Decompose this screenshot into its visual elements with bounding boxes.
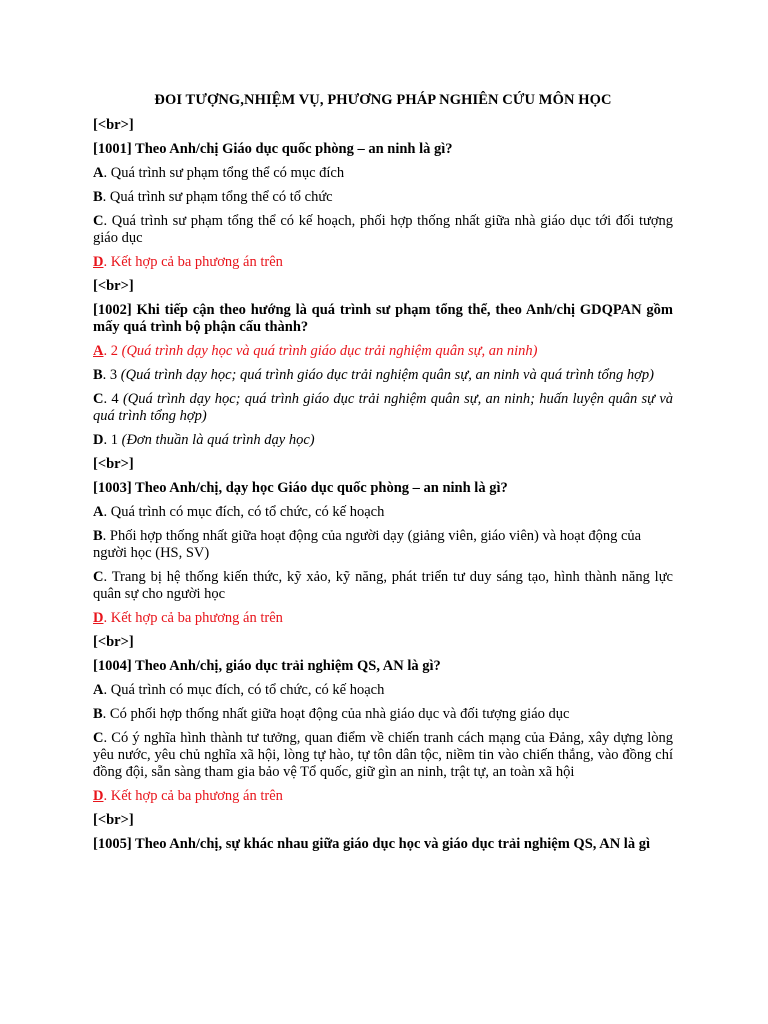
br-marker: [<br>] (93, 117, 134, 133)
question-1003: [1003] Theo Anh/chị, dạy học Giáo dục quốc phòng – an ninh là gì? (93, 480, 508, 496)
option-1002-c: C. 4 (Quá trình dạy học; quá trình giáo dục trải nghiệm quân sự, an ninh; huấn luyện quân sự và quá trình tổng hợp) (93, 391, 674, 424)
question-1005: [1005] Theo Anh/chị, sự khác nhau giữa giáo dục học và giáo dục trải nghiệm QS, AN là gì (93, 836, 650, 852)
option-1003-b: B. Phối hợp thống nhất giữa hoạt động của người dạy (giảng viên, giáo viên) và hoạt động của người học (HS, SV) (93, 528, 642, 561)
question-1004: [1004] Theo Anh/chị, giáo dục trải nghiệm QS, AN là gì? (93, 658, 441, 674)
option-1001-d-correct: D. Kết hợp cả ba phương án trên (93, 254, 283, 270)
br-marker: [<br>] (93, 812, 134, 828)
option-1001-a: A. Quá trình sư phạm tổng thể có mục đích (93, 165, 345, 181)
option-1001-c: C. Quá trình sư phạm tổng thể có kế hoạch, phối hợp thống nhất giữa nhà giáo dục tới đối tượng giáo dục (93, 213, 673, 246)
option-1004-b: B. Có phối hợp thống nhất giữa hoạt động của nhà giáo dục và đối tượng giáo dục (93, 706, 570, 722)
option-1003-c: C. Trang bị hệ thống kiến thức, kỹ xảo, kỹ năng, phát triển tư duy sáng tạo, hình thành năng lực quân sự cho người học (93, 569, 673, 602)
br-marker: [<br>] (93, 456, 134, 472)
option-1003-a: A. Quá trình có mục đích, có tổ chức, có kế hoạch (93, 504, 385, 520)
option-1002-d: D. 1 (Đơn thuần là quá trình dạy học) (93, 432, 315, 448)
br-marker: [<br>] (93, 634, 134, 650)
option-1004-a: A. Quá trình có mục đích, có tổ chức, có kế hoạch (93, 682, 385, 698)
option-1003-d-correct: D. Kết hợp cả ba phương án trên (93, 610, 283, 626)
option-1001-b: B. Quá trình sư phạm tổng thể có tổ chức (93, 189, 333, 205)
option-1002-b: B. 3 (Quá trình dạy học; quá trình giáo dục trải nghiệm quân sự, an ninh và quá trình tổng hợp) (93, 367, 654, 383)
br-marker: [<br>] (93, 278, 134, 294)
option-1004-d-correct: D. Kết hợp cả ba phương án trên (93, 788, 283, 804)
option-1004-c: C. Có ý nghĩa hình thành tư tưởng, quan điểm về chiến tranh cách mạng của Đảng, xây dựng lòng yêu nước, yêu chủ nghĩa xã hội, lòng tự hào, tự tôn dân tộc, niềm tin vào chiến thắng, vào đồng chí đồng đội, sẵn sàng tham gia bảo vệ Tổ quốc, giữ gìn an ninh, trật tự, an toàn xã hội (93, 730, 673, 780)
question-1002: [1002] Khi tiếp cận theo hướng là quá trình sư phạm tổng thể, theo Anh/chị GDQPAN gồm mấy quá trình bộ phận cấu thành? (93, 302, 673, 335)
document-title: ĐOI TƯỢNG,NHIỆM VỤ, PHƯƠNG PHÁP NGHIÊN CỨU MÔN HỌC (154, 92, 612, 108)
question-1001: [1001] Theo Anh/chị Giáo dục quốc phòng – an ninh là gì? (93, 141, 453, 157)
option-1002-a-correct: A. 2 (Quá trình dạy học và quá trình giáo dục trải nghiệm quân sự, an ninh) (93, 343, 538, 359)
